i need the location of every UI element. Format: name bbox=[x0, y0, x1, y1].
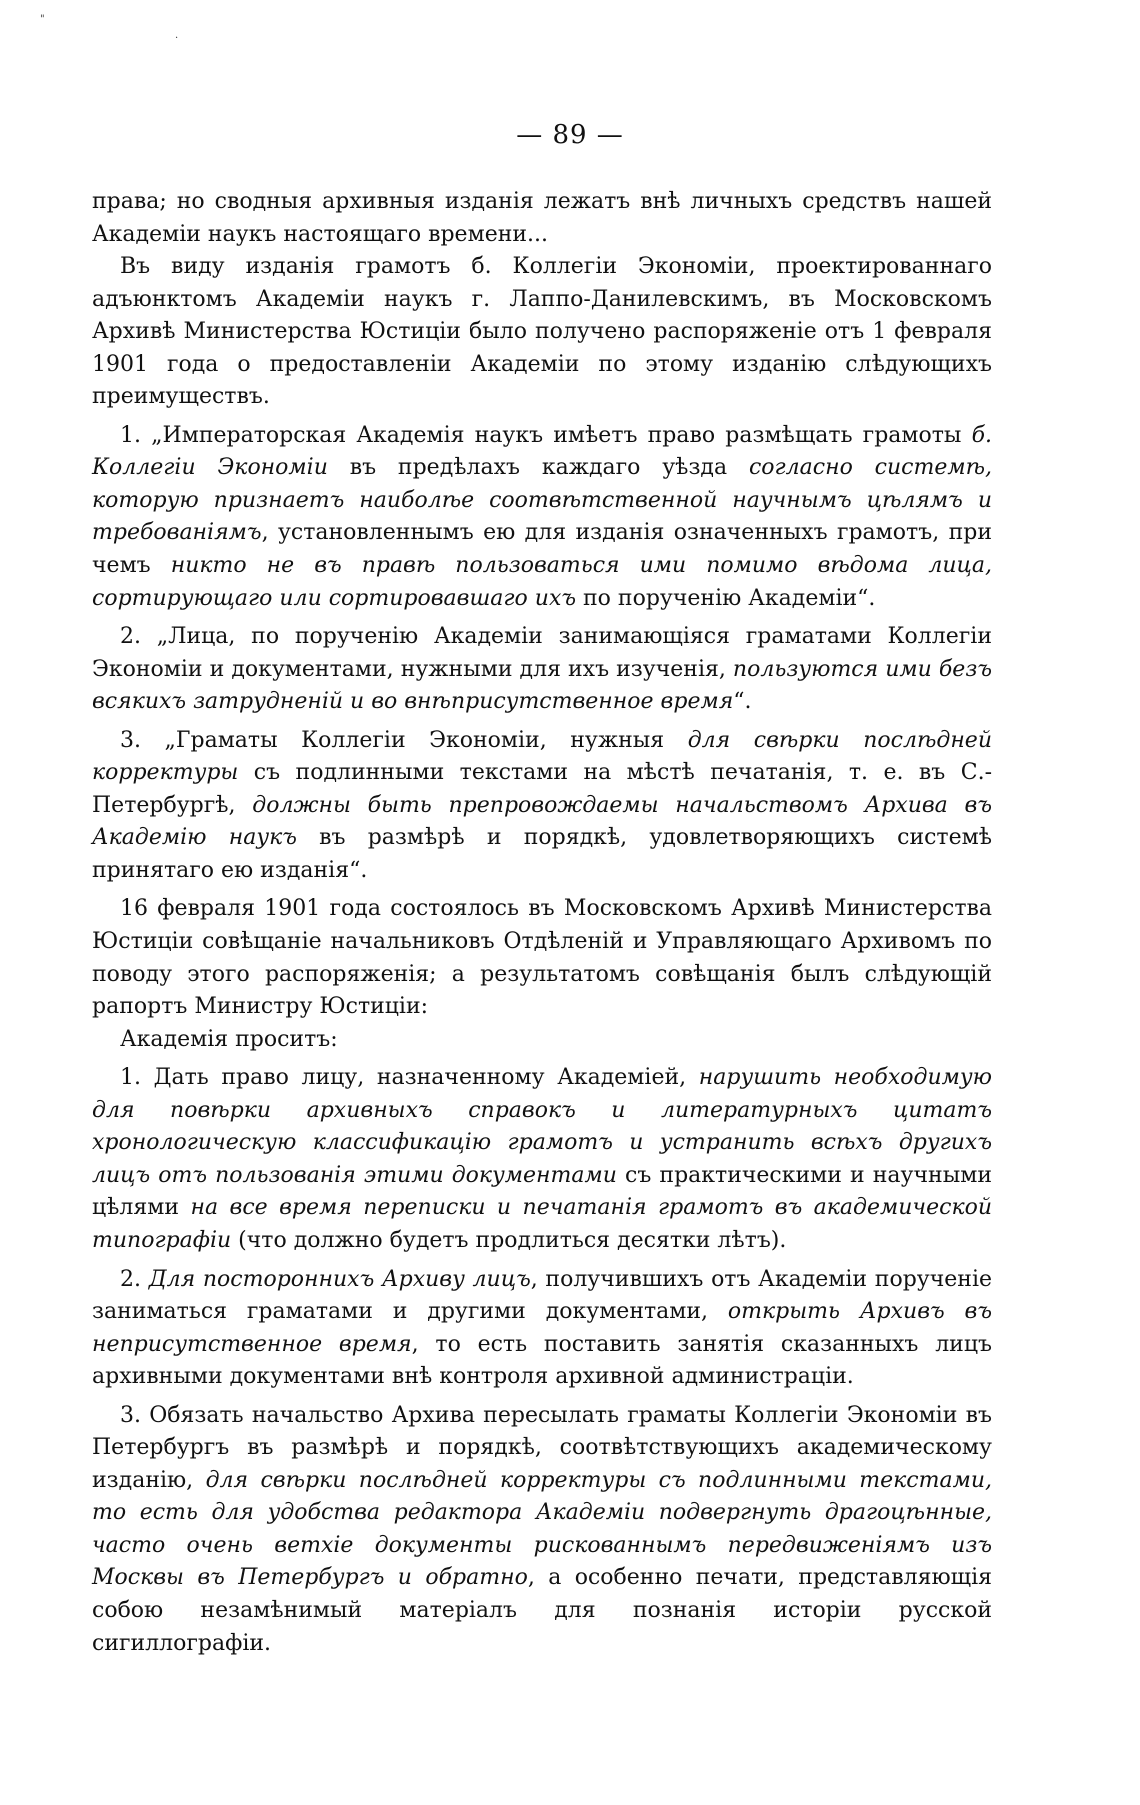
text-run: , то есть поставить занятія сказанныхъ лицъ архивными документами внѣ контроля архивной администраціи. bbox=[92, 1331, 992, 1390]
paragraph-privilege-3 bbox=[92, 725, 992, 888]
page-number: — 89 — bbox=[516, 120, 624, 150]
paragraph-request-1 bbox=[92, 1062, 992, 1257]
italic-run: б. Коллегіи Экономіи bbox=[92, 422, 992, 481]
text-run: 2. bbox=[120, 1266, 149, 1292]
italic-run: на все время переписки и печатанія грамотъ въ академической типографіи bbox=[92, 1195, 992, 1253]
italic-run: согласно системѣ, которую признаетъ наиболѣе соотвѣтственной научнымъ цѣлямъ и требованіямъ bbox=[92, 455, 992, 546]
italic-run: нарушить необходимую для повѣрки архивныхъ справокъ и литературныхъ цитатъ хронологическую классификацію грамотъ и устранить всѣхъ другихъ лицъ отъ пользованія этими документами bbox=[92, 1065, 992, 1188]
text-run: по порученію Академіи“. bbox=[576, 585, 876, 611]
text-run: 2. „Лица, по порученію Академіи занимающіяся граматами Коллегіи Экономіи и документами, нужными для ихъ изученія, bbox=[92, 624, 992, 682]
paragraph-document-edition bbox=[92, 251, 992, 414]
text-run: , установленнымъ ею для изданія означенныхъ грамотъ, при чемъ bbox=[92, 520, 992, 579]
text-run: 16 февраля 1901 года состоялось въ Московскомъ Архивѣ Министерства Юстиціи совѣщаніе начальниковъ Отдѣленій и Управляющаго Архивомъ по поводу этого распоряженія; а результатомъ совѣщанія былъ слѣдующій рапортъ Министру Юстиціи: bbox=[92, 896, 992, 1020]
text-run: 1. „Императорская Академія наукъ имѣетъ право размѣщать грамоты bbox=[120, 422, 972, 448]
text-run: 3. „Граматы Коллегіи Экономіи, нужныя bbox=[120, 727, 688, 753]
body-text bbox=[92, 186, 992, 1660]
paragraph-meeting bbox=[92, 893, 992, 1023]
scan-speck-mark: " bbox=[40, 14, 45, 25]
text-run: въ предѣлахъ каждаго уѣзда bbox=[327, 455, 749, 481]
italic-run: Для постороннихъ Архиву лицъ bbox=[148, 1266, 531, 1292]
paragraph-request-2 bbox=[92, 1264, 992, 1394]
text-run: съ подлинными текстами на мѣстѣ печатанія, т. е. въ С.-Петербургѣ, bbox=[92, 760, 992, 818]
paragraph-academy-requests bbox=[92, 1024, 992, 1057]
text-run: Въ виду изданія грамотъ б. Коллегіи Экономіи, проектированнаго адъюнктомъ Академіи наукъ г. Лаппо-Данилевскимъ, въ Московскомъ Архивѣ Министерства Юстиціи было получено распоряженіе отъ 1 февраля 1901 года о предоставленіи Академіи по этому изданію слѣдующихъ преимуществъ. bbox=[92, 254, 992, 410]
italic-run: должны быть препровождаемы начальствомъ Архива въ Академію наукъ bbox=[92, 792, 992, 851]
text-run: 3. Обязать начальство Архива пересылать граматы Коллегіи Экономіи въ Петербургъ въ размѣрѣ и порядкѣ, соотвѣтствующихъ академическому изданію, bbox=[92, 1402, 992, 1493]
text-run: права; но сводныя архивныя изданія лежатъ внѣ личныхъ средствъ нашей Академіи наукъ настоящаго времени... bbox=[92, 189, 992, 247]
text-run: въ размѣрѣ и порядкѣ, удовлетворяющихъ системѣ принятаго ею изданія“. bbox=[92, 825, 992, 883]
scan-speck-dot: . bbox=[175, 30, 179, 41]
text-run: (что должно будетъ продлиться десятки лѣтъ). bbox=[231, 1227, 787, 1253]
text-run: , получившихъ отъ Академіи порученіе заниматься граматами и другими документами, bbox=[92, 1266, 992, 1325]
paragraph-continuation bbox=[92, 186, 992, 251]
italic-run: для свѣрки послѣдней корректуры съ подлинными текстами, то есть для удобства редактора Академіи подвергнуть драгоцѣнные, часто очень ветхіе документы рискованнымъ передвиженіямъ изъ Москвы въ Петербургъ и обратно bbox=[92, 1467, 992, 1591]
text-run: съ практическими и научными цѣлями bbox=[92, 1162, 992, 1221]
paragraph-request-3 bbox=[92, 1400, 992, 1660]
text-run: Академія проситъ: bbox=[120, 1026, 338, 1052]
text-run: “. bbox=[733, 689, 752, 715]
text-run: 1. Дать право лицу, назначенному Академіей, bbox=[120, 1065, 699, 1091]
paragraph-privilege-1 bbox=[92, 420, 992, 615]
italic-run: для свѣрки послѣдней корректуры bbox=[92, 727, 992, 786]
paragraph-privilege-2 bbox=[92, 621, 992, 719]
italic-run: пользуются ими безъ всякихъ затрудненій и во внѣприсутственное время bbox=[92, 656, 992, 715]
italic-run: никто не въ правѣ пользоваться ими помимо вѣдома лица, сортирующаго или сортировавшаго ихъ bbox=[92, 553, 992, 611]
text-run: , а особенно печати, представляющія собою незамѣнимый матеріалъ для познанія исторіи русской сигиллографіи. bbox=[92, 1565, 992, 1656]
italic-run: открыть Архивъ въ неприсутственное время bbox=[92, 1299, 992, 1357]
